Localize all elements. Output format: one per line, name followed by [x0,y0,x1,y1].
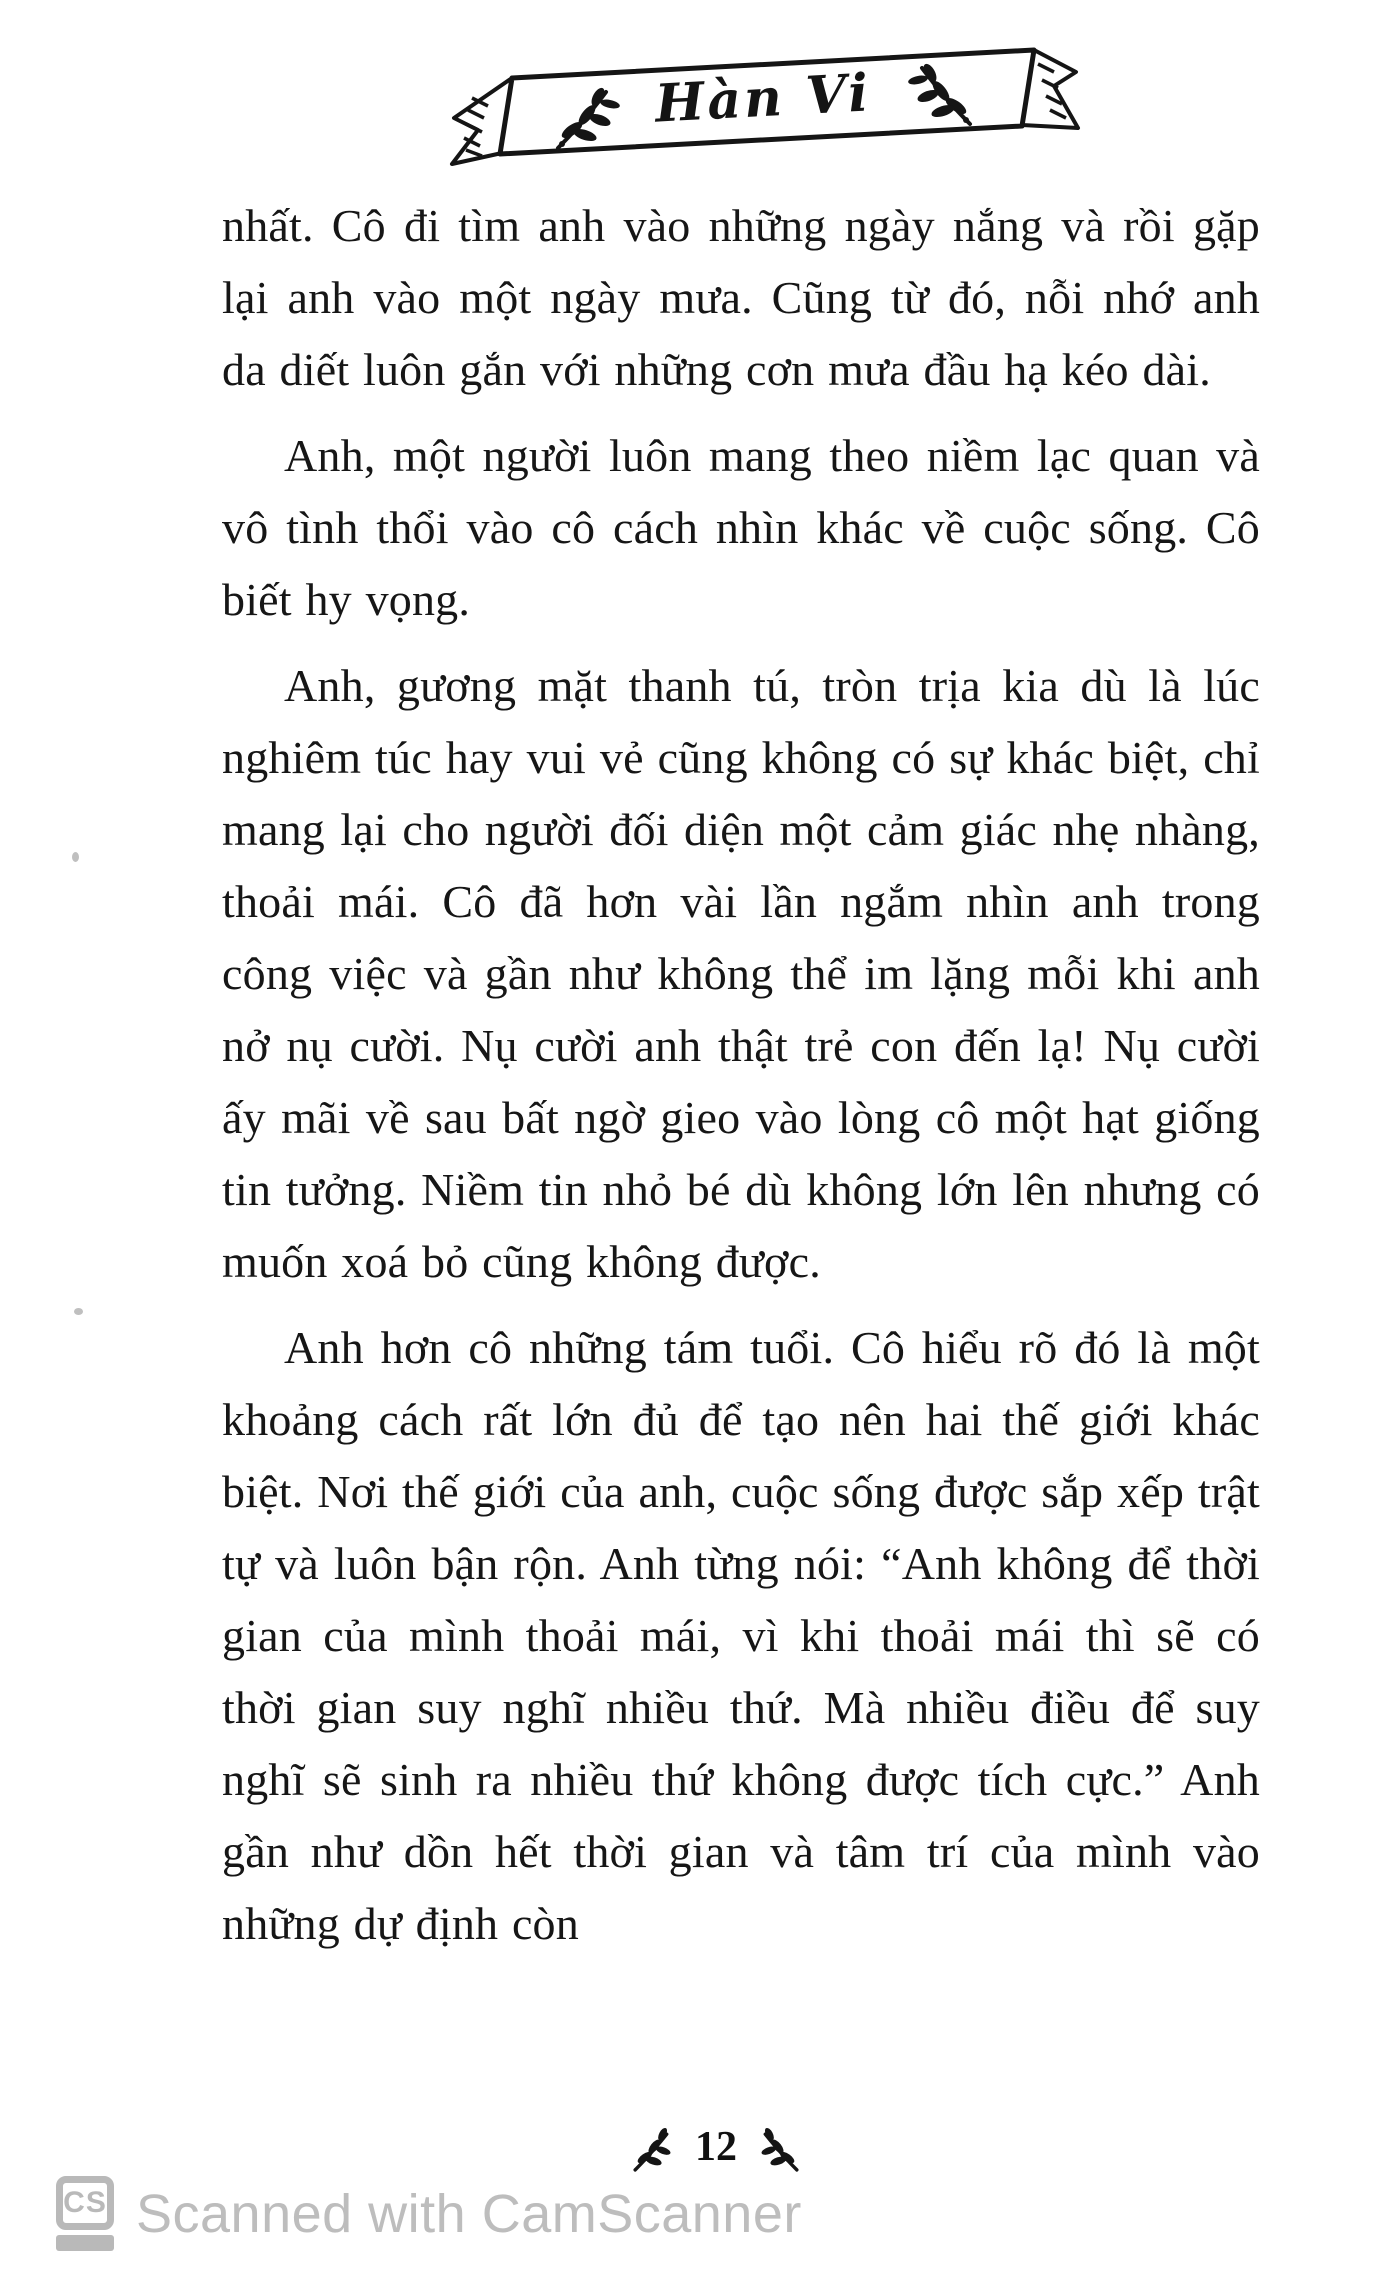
paragraph: Anh hơn cô những tám tuổi. Cô hiểu rõ đó là một khoảng cách rất lớn đủ để tạo nên hai thế giới khác biệt. Nơi thế giới của anh, cuộc sống được sắp xếp trật tự và luôn bận rộn. Anh từng nói: “Anh không để thời gian của mình thoải mái, vì khi thoải mái thì sẽ có thời gian suy nghĩ nhiều thứ. Mà nhiều điều để suy nghĩ sẽ sinh ra nhiều thứ không được tích cực.” Anh gần như dồn hết thời gian và tâm trí của mình vào những dự định còn [222,1322,1260,1949]
page-leaf-left-icon [631,2126,675,2174]
camscanner-logo-letters: CS [56,2176,114,2230]
page-number: 12 [695,2124,737,2170]
chapter-banner [442,30,1082,182]
camscanner-logo-icon [56,2176,114,2251]
paragraph: Anh, một người luôn mang theo niềm lạc quan và vô tình thổi vào cô cách nhìn khác về cuộc sống. Cô biết hy vọng. [222,430,1260,625]
scan-speck [74,1308,83,1315]
page-number-marker [0,2126,1376,2174]
page-body [222,190,1260,1960]
scan-speck [72,852,79,862]
page-leaf-right-icon [757,2126,801,2174]
chapter-title: Hàn Vi [653,62,873,135]
camscanner-watermark [56,2176,802,2251]
paragraph: Anh, gương mặt thanh tú, tròn trịa kia dù là lúc nghiêm túc hay vui vẻ cũng không có sự khác biệt, chỉ mang lại cho người đối diện một cảm giác nhẹ nhàng, thoải mái. Cô đã hơn vài lần ngắm nhìn anh trong công việc và gần như không thể im lặng mỗi khi anh nở nụ cười. Nụ cười anh thật trẻ con đến lạ! Nụ cười ấy mãi về sau bất ngờ gieo vào lòng cô một hạt giống tin tưởng. Niềm tin nhỏ bé dù không lớn lên nhưng có muốn xoá bỏ cũng không được. [222,660,1260,1287]
paragraph: nhất. Cô đi tìm anh vào những ngày nắng và rồi gặp lại anh vào một ngày mưa. Cũng từ đó, nỗi nhớ anh da diết luôn gắn với những cơn mưa đầu hạ kéo dài. [222,200,1260,395]
watermark-text: Scanned with CamScanner [136,2183,802,2244]
camscanner-logo-base [56,2235,114,2251]
